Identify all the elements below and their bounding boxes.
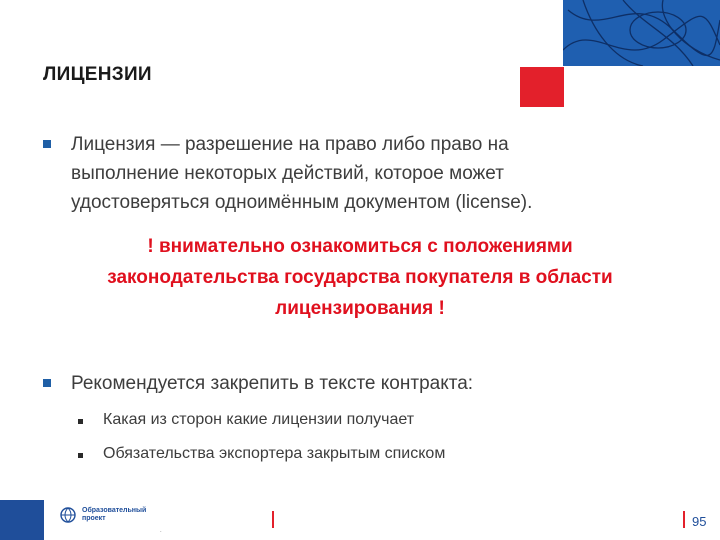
footer-divider-right	[683, 511, 685, 528]
definition-line-2: выполнение некоторых действий, которое может	[71, 163, 504, 184]
project-logo	[60, 507, 162, 523]
header-decorative-graphic	[563, 0, 720, 66]
definition-line-1: Лицензия — разрешение на право либо право на	[71, 134, 509, 155]
sub-bullet-marker	[78, 453, 83, 458]
bullet-marker	[43, 140, 51, 148]
warning-line-2: законодательства государства покупателя в области	[107, 267, 613, 288]
slide-title: ЛИЦЕНЗИИ	[43, 64, 152, 85]
sub-bullet-marker	[78, 419, 83, 424]
definition-line-3: удостоверяться одноимённым документом (license).	[71, 192, 533, 213]
footer-divider-left	[272, 511, 274, 528]
footer-blue-block	[0, 500, 44, 540]
recommendation-text: Рекомендуется закрепить в тексте контракта:	[71, 373, 474, 394]
page-number: 95	[692, 514, 707, 529]
sub-item: Какая из сторон какие лицензии получает	[103, 411, 415, 428]
logo-text-line-1: Образовательный	[82, 507, 147, 514]
logo-text-line-2: проект	[82, 515, 106, 522]
warning-line-1: ! внимательно ознакомиться с положениями	[147, 236, 573, 257]
warning-text	[40, 231, 680, 324]
globe-logo-icon	[60, 507, 76, 523]
sub-item: Обязательства экспортера закрытым списком	[103, 445, 446, 462]
accent-red-square	[520, 67, 564, 107]
bullet-marker	[43, 379, 51, 387]
logo-text	[82, 507, 162, 523]
footer-dot: .	[160, 528, 162, 534]
warning-line-3: лицензирования !	[275, 298, 445, 319]
